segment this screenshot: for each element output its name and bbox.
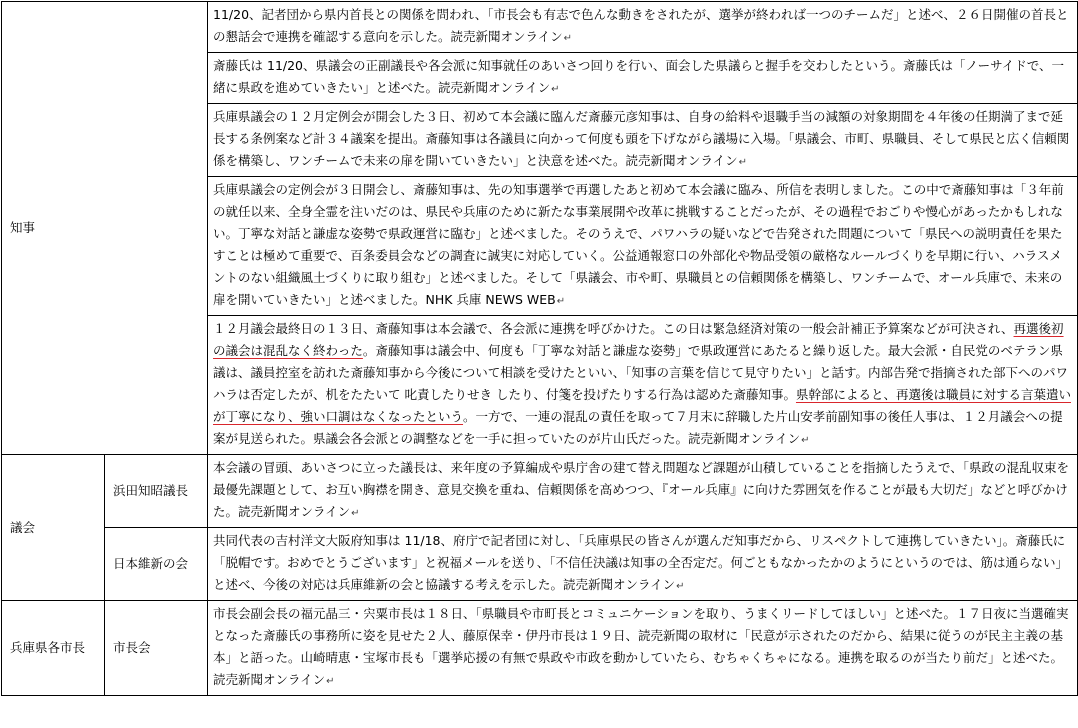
mayors-subject: 市長会 [105, 601, 208, 696]
section-label-governor: 知事 [2, 2, 208, 455]
section-label-mayors: 兵庫県各市長 [2, 601, 105, 696]
entry-text: 兵庫県議会の定例会が３日開会し、斎藤知事は、先の知事選挙で再選したあと初めて本会議に臨み、所信を表明しました。この中で斎藤知事は「３年前の就任以来、全身全霊を注いだのは、県民や兵庫のために新たな事業展開や改革に挑戦することだったが、その過程でおごりや慢心があったかもしれない。丁寧な対話と謙虚な姿勢で県政運営に臨む」と述べました。そのうえで、パワハラの疑いなどで告発された問題について「県民への説明責任を果たすことは極めて重要で、百条委員会などの調査に誠実に対応していく。公益通報窓口の外部化や物品受領の厳格なルールづくりを早期に行い、ハラスメントのない組織風土づくりに取り組む」と述べました。そして「県議会、市や町、県職員との信頼関係を構築し、ワンチームで、オール兵庫で、未来の扉を開いていきたい」と述べました。NHK 兵庫 NEWS WEB [213, 182, 1064, 307]
entry-text: 共同代表の吉村洋文大阪府知事は 11/18、府庁で記者団に対し、「兵庫県民の皆さんが選んだ知事だから、リスペクトして連携していきたい」。斎藤氏に「脱帽です。おめでとうございます」と祝福メールを送り、「不信任決議は知事の全否定だ。何ごともなかったかのようにというのでは、筋は通らない」と述べ、今後の対応は兵庫維新の会と協議する考えを示した。読売新聞オンライン [213, 533, 1069, 592]
paragraph-mark-icon: ↵ [326, 676, 335, 687]
governor-entry [208, 177, 1078, 316]
summary-table [1, 1, 1078, 696]
assembly-entry [208, 528, 1078, 601]
entry-text: 。斎藤知事は議会中、何度も「丁寧な対話と謙虚な姿勢」で県政運営にあたると繰り返した。最大会派・自民党のベテラン県議は、議員控室を訪れた斎藤知事から今後について相談を受けたといい、「知事の言葉を信じて見守りたい」と話す。内部告発で指摘された部下へのパワハラは否定したが、机をたたいて 叱責したりせき したり、付箋を投げたりする行為は認めた斎藤知事。 [213, 343, 1069, 402]
entry-text: 11/20、記者団から県内首長との関係を問われ、「市長会も有志で色んな動きをされたが、選挙が終われば一つのチームだ」と述べ、２６日開催の首長との懇話会で連携を確認する意向を示した。読売新聞オンライン [213, 7, 1069, 44]
entry-text: 本会議の冒頭、あいさつに立った議長は、来年度の予算編成や県庁舎の建て替え問題など課題が山積していることを指摘したうえで、「県政の混乱収束を最優先課題として、お互い胸襟を開き、意見交換を重ね、信頼関係を高めつつ、『オール兵庫』に向けた雰囲気を作ることが最も大切だ」などと呼びかけた。読売新聞オンライン [213, 460, 1070, 519]
mayors-entry [208, 601, 1078, 696]
assembly-subject: 浜田知昭議長 [105, 455, 208, 528]
paragraph-mark-icon: ↵ [556, 296, 566, 307]
underlined-text: 県幹部によると、再選後は職員に対する言葉遣いが丁寧になり、強い口調はなくなったという [213, 387, 1071, 424]
governor-entry [208, 53, 1078, 104]
underlined-text: 再選後初の議会は混乱なく終わった [213, 321, 1064, 358]
paragraph-mark-icon: ↵ [351, 508, 360, 519]
assembly-row-2 [2, 528, 1078, 601]
governor-entry [208, 316, 1078, 455]
governor-entry [208, 104, 1078, 177]
entry-text: 斎藤氏は 11/20、県議会の正副議長や各会派に知事就任のあいさつ回りを行い、面会した県議らと握手を交わしたという。斎藤氏は「ノーサイドで、一緒に県政を進めていきたい」と述べた。読売新聞オンライン [213, 58, 1065, 95]
paragraph-mark-icon: ↵ [676, 581, 685, 592]
entry-text: 市長会副会長の福元晶三・宍粟市長は１８日、「県職員や市町長とコミュニケーションを取り、うまくリードしてほしい」と述べた。１７日夜に当選確実となった斎藤氏の事務所に姿を見せた２人、藤原保幸・伊丹市長は１９日、読売新聞の取材に「民意が示されたのだから、結果に従うのが民主主義の基本」と語った。山崎晴恵・宝塚市長も「選挙応援の有無で県政や市政を動かしていたら、むちゃくちゃになる。連携を取るのが当たり前だ」と述べた。読売新聞オンライン [213, 606, 1069, 687]
paragraph-mark-icon: ↵ [801, 435, 810, 446]
entry-text: 。一方で、一連の混乱の責任を取って７月末に辞職した片山安孝前副知事の後任人事は、１２月議会への提案が見送られた。県議会各会派との調整などを一手に担っていたのが片山氏だった。読売新聞オンライン [213, 409, 1063, 446]
governor-row-1 [2, 2, 1078, 53]
assembly-entry [208, 455, 1078, 528]
paragraph-mark-icon: ↵ [551, 84, 560, 95]
paragraph-mark-icon: ↵ [738, 157, 748, 168]
assembly-row-1 [2, 455, 1078, 528]
governor-entry [208, 2, 1078, 53]
mayors-row-1 [2, 601, 1078, 696]
paragraph-mark-icon: ↵ [563, 33, 573, 44]
entry-text: １２月議会最終日の１３日、斎藤知事は本会議で、各会派に連携を呼びかけた。この日は緊急経済対策の一般会計補正予算案などが可決され、 [213, 321, 1014, 336]
assembly-subject: 日本維新の会 [105, 528, 208, 601]
entry-text: 兵庫県議会の１２月定例会が開会した３日、初めて本会議に臨んだ斎藤元彦知事は、自身の給料や退職手当の減額の対象期間を４年後の任期満了まで延長する条例案など計３４議案を提出。斎藤知事は各議員に向かって何度も頭を下げながら議場に入場。「県議会、市町、県職員、そして県民と広く信頼関係を構築し、ワンチームで未来の扉を開いていきたい」と決意を述べた。読売新聞オンライン [213, 109, 1070, 168]
section-label-assembly: 議会 [2, 455, 105, 601]
